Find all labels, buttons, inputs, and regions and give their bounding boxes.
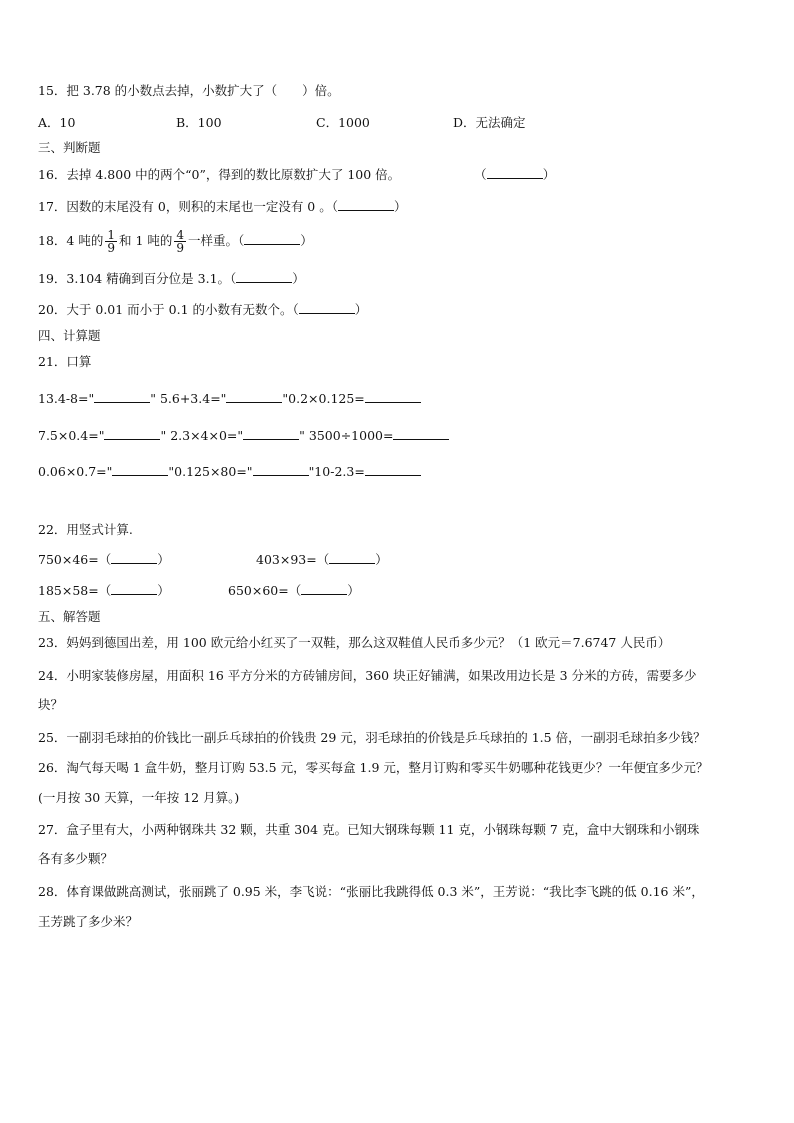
q18-middle: 和 1 吨的	[118, 233, 173, 248]
q21-r3-blank-2[interactable]	[253, 463, 309, 476]
question-27-line-2: 各有多少颗？	[38, 851, 114, 866]
question-24-line-2: 块？	[38, 697, 64, 712]
q20-close: ）	[354, 302, 368, 317]
q21-r3-item-3: "10-2.3=	[308, 464, 365, 479]
question-19	[38, 270, 305, 288]
question-16	[38, 166, 555, 184]
q21-r1-blank-3[interactable]	[365, 390, 421, 403]
q22-item-1-text: 750×46=（	[38, 552, 112, 567]
q22-label: 22．用竖式计算.	[38, 522, 133, 537]
q21-r2-blank-3[interactable]	[393, 427, 449, 440]
q17-close: ）	[393, 199, 407, 214]
question-26-line-2: (一月按 30 天算，一年按 12 月算。)	[38, 790, 240, 805]
q22-item-3-blank[interactable]	[111, 582, 157, 595]
q21-r1-item-2: " 5.6+3.4="	[150, 391, 227, 406]
q21-label: 21．口算	[38, 354, 92, 369]
question-27-line-1: 27．盒子里有大，小两种钢珠共 32 颗，共重 304 克。已知大钢珠每颗 11 克，小钢珠每颗 7 克，盒中大钢珠和小钢珠	[38, 822, 700, 837]
q20-answer-blank[interactable]	[299, 301, 355, 314]
q16-close: ）	[542, 167, 556, 182]
q21-r3-item-1: 0.06×0.7="	[38, 464, 113, 479]
q18-frac2-denominator: 9	[176, 241, 185, 255]
question-28-line-2: 王芳跳了多少米？	[38, 914, 139, 929]
q21-row-2	[38, 427, 449, 445]
q16-answer-blank[interactable]	[487, 166, 543, 179]
q19-text: 19．3.104 精确到百分位是 3.1。（	[38, 271, 237, 286]
q18-frac1-denominator: 9	[107, 241, 115, 255]
q21-r2-item-3: " 3500÷1000=	[299, 428, 394, 443]
q21-r2-item-2: " 2.3×4×0="	[160, 428, 244, 443]
q22-item-1	[38, 551, 170, 569]
q20-text: 20．大于 0.01 而小于 0.1 的小数有无数个。（	[38, 302, 299, 317]
q18-prefix: 18．4 吨的	[38, 233, 104, 248]
question-28-line-1: 28．体育课做跳高测试，张丽跳了 0.95 米，李飞说：“张丽比我跳得低 0.3 米”，王芳说：“我比李飞跳的低 0.16 米”，	[38, 884, 704, 899]
q21-row-3	[38, 463, 421, 481]
question-17	[38, 198, 407, 216]
q17-answer-blank[interactable]	[338, 198, 394, 211]
q16-text: 16．去掉 4.800 中的两个“0”，得到的数比原数扩大了 100 倍。	[38, 167, 401, 182]
q21-r1-blank-2[interactable]	[226, 390, 282, 403]
q15-option-b: B．100	[176, 115, 222, 130]
q21-r3-blank-3[interactable]	[365, 463, 421, 476]
q22-item-3	[38, 582, 170, 600]
q22-item-4-text: 650×60=（	[228, 583, 302, 598]
q15-option-d: D．无法确定	[453, 115, 526, 130]
q18-frac2-numerator: 4	[176, 228, 185, 242]
q22-item-4-blank[interactable]	[301, 582, 347, 595]
q15-option-a: A．10	[38, 115, 76, 130]
q21-r1-item-1: 13.4-8="	[38, 391, 95, 406]
q22-item-1-blank[interactable]	[111, 551, 157, 564]
q22-item-4	[228, 582, 360, 600]
question-20	[38, 301, 367, 319]
question-15: 15．把 3.78 的小数点去掉，小数扩大了（ ）倍。	[38, 83, 340, 98]
section-4-title: 四、计算题	[38, 328, 101, 343]
q21-r2-item-1: 7.5×0.4="	[38, 428, 105, 443]
question-18	[38, 226, 313, 256]
q21-r2-blank-1[interactable]	[104, 427, 160, 440]
q21-r1-blank-1[interactable]	[94, 390, 150, 403]
q18-frac1-numerator: 1	[107, 228, 115, 242]
q22-item-2-blank[interactable]	[329, 551, 375, 564]
question-24-line-1: 24．小明家装修房屋，用面积 16 平方分米的方砖铺房间，360 块正好铺满，如果改用边长是 3 分米的方砖，需要多少	[38, 668, 697, 683]
q19-answer-blank[interactable]	[236, 270, 292, 283]
section-5-title: 五、解答题	[38, 609, 101, 624]
q21-r3-blank-1[interactable]	[112, 463, 168, 476]
q18-close: ）	[300, 233, 313, 248]
q15-option-c: C．1000	[316, 115, 370, 130]
q22-item-4-close: ）	[347, 583, 360, 598]
q22-item-2-text: 403×93=（	[256, 552, 330, 567]
q22-item-2	[256, 551, 388, 569]
q18-fraction-2	[174, 229, 186, 254]
question-26-line-1: 26．淘气每天喝 1 盒牛奶，整月订购 53.5 元，零买每盒 1.9 元，整月订购和零买牛奶哪种花钱更少？一年便宜多少元？	[38, 760, 709, 775]
q21-row-1	[38, 390, 421, 408]
q22-item-1-close: ）	[157, 552, 170, 567]
q18-suffix: 一样重。（	[188, 233, 245, 248]
q21-r3-item-2: "0.125×80="	[168, 464, 253, 479]
q18-fraction-1	[105, 229, 117, 254]
q18-answer-blank[interactable]	[244, 232, 300, 245]
q22-item-3-text: 185×58=（	[38, 583, 112, 598]
q19-close: ）	[292, 271, 305, 286]
q21-r1-item-3: "0.2×0.125=	[282, 391, 365, 406]
q17-text: 17．因数的末尾没有 0，则积的末尾也一定没有 0 。（	[38, 199, 338, 214]
section-3-title: 三、判断题	[38, 140, 101, 155]
q22-item-2-close: ）	[375, 552, 388, 567]
q21-r2-blank-2[interactable]	[243, 427, 299, 440]
q22-item-3-close: ）	[157, 583, 170, 598]
question-25: 25．一副羽毛球拍的价钱比一副乒乓球拍的价钱贵 29 元，羽毛球拍的价钱是乒乓球拍的 1.5 倍，一副羽毛球拍多少钱？	[38, 730, 706, 745]
question-23: 23．妈妈到德国出差，用 100 欧元给小红买了一双鞋，那么这双鞋值人民币多少元？（1 欧元＝7.6747 人民币）	[38, 635, 671, 650]
q16-open: （	[474, 167, 487, 182]
